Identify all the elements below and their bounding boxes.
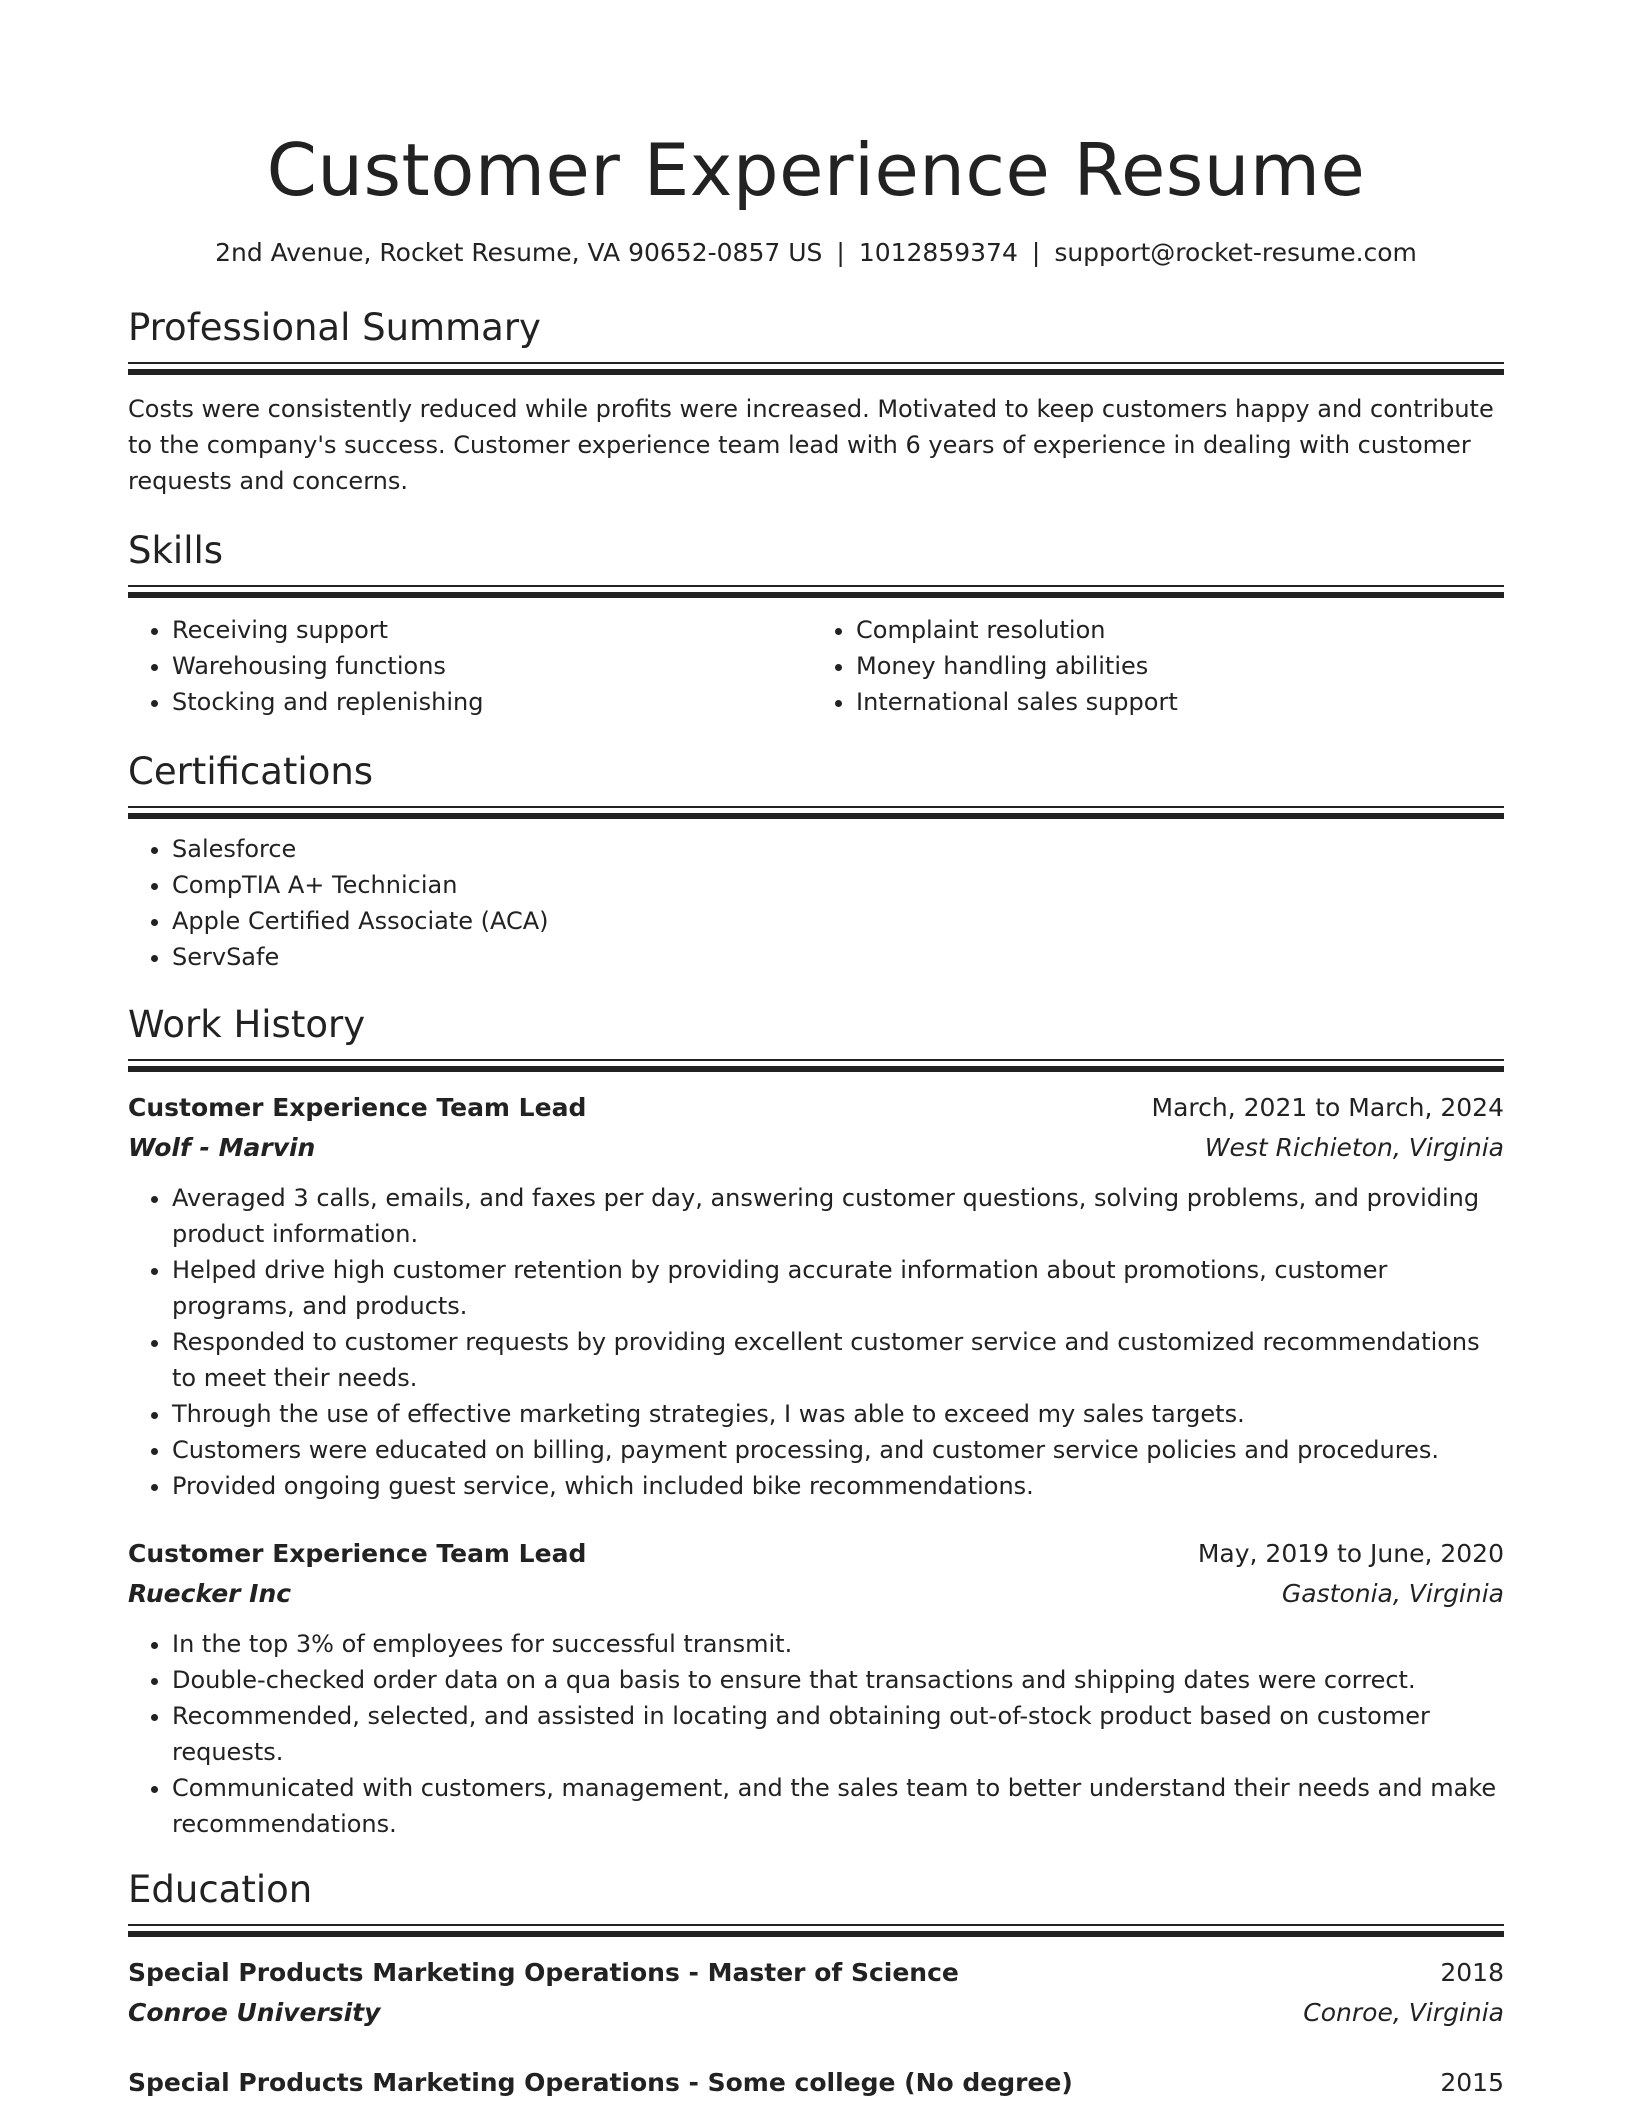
job-bullet-list xyxy=(128,1180,1504,1504)
job-bullet: • Averaged 3 calls, emails, and faxes per day, answering customer questions, solving problems, and providing product information. xyxy=(172,1180,1504,1252)
contact-separator: | xyxy=(836,238,845,267)
section-divider xyxy=(128,585,1504,587)
contact-phone: 1012859374 xyxy=(858,238,1018,267)
education-school: Conroe University xyxy=(128,1998,381,2027)
education-year: 2015 xyxy=(1440,2068,1504,2097)
certifications-section xyxy=(128,748,1504,975)
section-title-work-history: Work History xyxy=(128,1003,366,1046)
job-entry xyxy=(128,1088,1504,1504)
job-bullet: • Provided ongoing guest service, which included bike recommendations. xyxy=(172,1468,1504,1504)
skills-list xyxy=(128,612,1504,720)
section-title-skills: Skills xyxy=(128,529,224,572)
summary-text: Costs were consistently reduced while profits were increased. Motivated to keep customers happy and contribute to the company's success. Customer experience team lead with 6 years of experience in dealing with customer requests and concerns. xyxy=(128,395,1494,495)
resume-page xyxy=(128,0,1504,2103)
certification-item: • ServSafe xyxy=(172,939,1504,975)
job-header xyxy=(128,1088,1504,1128)
skill-item: • International sales support xyxy=(856,684,1496,720)
certification-item: • Apple Certified Associate (ACA) xyxy=(172,903,1504,939)
certification-item: • Salesforce xyxy=(172,831,1504,867)
skills-section xyxy=(128,527,1504,720)
job-bullet-list xyxy=(128,1626,1504,1842)
section-divider xyxy=(128,1059,1504,1061)
education-section xyxy=(128,1866,1504,2103)
job-bullet: • Double-checked order data on a qua basis to ensure that transactions and shipping dates were correct. xyxy=(172,1662,1504,1698)
job-header xyxy=(128,1534,1504,1574)
job-bullet: • Recommended, selected, and assisted in locating and obtaining out-of-stock product based on customer requests. xyxy=(172,1698,1504,1770)
skills-column-left xyxy=(128,612,812,720)
education-year: 2018 xyxy=(1440,1958,1504,1987)
work-history-section xyxy=(128,1001,1504,1842)
section-divider xyxy=(128,362,1504,364)
education-header xyxy=(128,1953,1504,1993)
section-divider xyxy=(128,369,1504,375)
job-bullet: • Responded to customer requests by providing excellent customer service and customized recommendations to meet their needs. xyxy=(172,1324,1504,1396)
job-bullet: • In the top 3% of employees for successful transmit. xyxy=(172,1626,1504,1662)
section-divider xyxy=(128,806,1504,808)
certification-item: • CompTIA A+ Technician xyxy=(172,867,1504,903)
skill-item: • Money handling abilities xyxy=(856,648,1496,684)
job-title: Customer Experience Team Lead xyxy=(128,1539,587,1568)
job-location: West Richieton, Virginia xyxy=(1204,1133,1504,1162)
education-entry xyxy=(128,2063,1504,2103)
skill-item: • Complaint resolution xyxy=(856,612,1496,648)
section-title-education: Education xyxy=(128,1868,313,1911)
job-dates: March, 2021 to March, 2024 xyxy=(1151,1093,1504,1122)
section-divider xyxy=(128,1924,1504,1926)
section-divider xyxy=(128,1931,1504,1937)
contact-separator: | xyxy=(1031,238,1041,267)
section-divider xyxy=(128,592,1504,598)
section-title-certifications: Certifications xyxy=(128,750,374,793)
job-company: Ruecker Inc xyxy=(128,1579,292,1608)
job-company: Wolf - Marvin xyxy=(128,1133,316,1162)
skill-item: • Stocking and replenishing xyxy=(172,684,812,720)
certifications-list xyxy=(128,831,1504,975)
skill-item: • Receiving support xyxy=(172,612,812,648)
job-bullet: • Communicated with customers, management, and the sales team to better understand their needs and make recommendations. xyxy=(172,1770,1504,1842)
skill-item: • Warehousing functions xyxy=(172,648,812,684)
job-location: Gastonia, Virginia xyxy=(1281,1579,1504,1608)
job-dates: May, 2019 to June, 2020 xyxy=(1197,1539,1504,1568)
education-entry xyxy=(128,1953,1504,2033)
section-title-summary: Professional Summary xyxy=(128,306,541,349)
job-bullet: • Customers were educated on billing, payment processing, and customer service policies and procedures. xyxy=(172,1432,1504,1468)
section-divider xyxy=(128,813,1504,819)
job-title: Customer Experience Team Lead xyxy=(128,1093,587,1122)
education-subheader xyxy=(128,1993,1504,2033)
job-entry xyxy=(128,1534,1504,1842)
education-degree: Special Products Marketing Operations - Master of Science xyxy=(128,1958,959,1987)
contact-line xyxy=(128,236,1504,270)
education-header xyxy=(128,2063,1504,2103)
job-bullet: • Helped drive high customer retention by providing accurate information about promotions, customer programs, and products. xyxy=(172,1252,1504,1324)
contact-address: 2nd Avenue, Rocket Resume, VA 90652-0857 US xyxy=(215,238,823,267)
skills-column-right xyxy=(812,612,1496,720)
contact-email[interactable]: support@rocket-resume.com xyxy=(1054,238,1417,267)
job-subheader xyxy=(128,1128,1504,1168)
summary-section xyxy=(128,304,1504,499)
job-bullet: • Through the use of effective marketing strategies, I was able to exceed my sales targets. xyxy=(172,1396,1504,1432)
education-location: Conroe, Virginia xyxy=(1303,1998,1504,2027)
education-degree: Special Products Marketing Operations - Some college (No degree) xyxy=(128,2068,1073,2097)
section-divider xyxy=(128,1066,1504,1072)
job-subheader xyxy=(128,1574,1504,1614)
resume-title: Customer Experience Resume xyxy=(266,128,1366,212)
